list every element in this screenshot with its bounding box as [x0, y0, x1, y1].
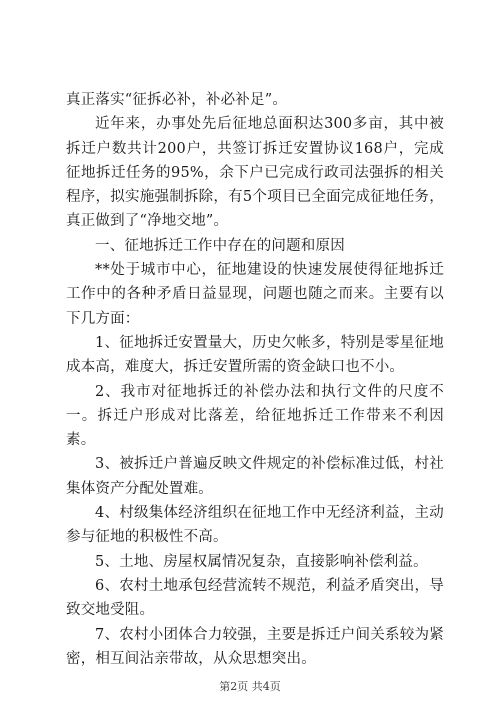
list-item-2: 2、我市对征地拆迁的补偿办法和执行文件的尺度不一。拆迁户形成对比落差，给征地拆迁工作带来不利因素。	[66, 383, 444, 449]
section-heading: 一、征地拆迁工作中存在的问题和原因	[95, 237, 345, 254]
list-item-3: 3、被拆迁户普遍反映文件规定的补偿标准过低，村社集体资产分配处置难。	[66, 456, 444, 497]
paragraph-1: 真正落实“征拆必补，补必补足”。	[66, 92, 288, 108]
list-item-4: 4、村级集体经济组织在征地工作中无经济利益，主动参与征地的积极性不高。	[66, 505, 444, 546]
list-item-5: 5、土地、房屋权属情况复杂，直接影响补偿利益。	[95, 553, 428, 570]
page-number-footer: 第2页 共4页	[219, 680, 281, 693]
document-body	[66, 88, 444, 671]
list-item-7: 7、农村小团体合力较强，主要是拆迁户间关系较为紧密，相互间沾亲带故，从众思想突出。	[66, 626, 444, 667]
paragraph-2: 近年来，办事处先后征地总面积达300多亩，其中被拆迁户数共计200户，共签订拆迁安置协议168户，完成征地拆迁任务的95%，余下户已完成行政司法强拆的相关程序，拟实施强制拆除，有5个项目已全面完成征地任务，真正做到了“净地交地”。	[66, 116, 444, 230]
paragraph-4: **处于城市中心，征地建设的快速发展使得征地拆迁工作中的各种矛盾日益显现，问题也随之而来。主要有以下几方面：	[66, 262, 444, 327]
list-item-6: 6、农村土地承包经营流转不规范，利益矛盾突出，导致交地受阻。	[66, 577, 444, 619]
list-item-1: 1、征地拆迁安置量大，历史欠帐多，特别是零星征地成本高，难度大，拆迁安置所需的资金缺口也不小。	[66, 334, 444, 376]
